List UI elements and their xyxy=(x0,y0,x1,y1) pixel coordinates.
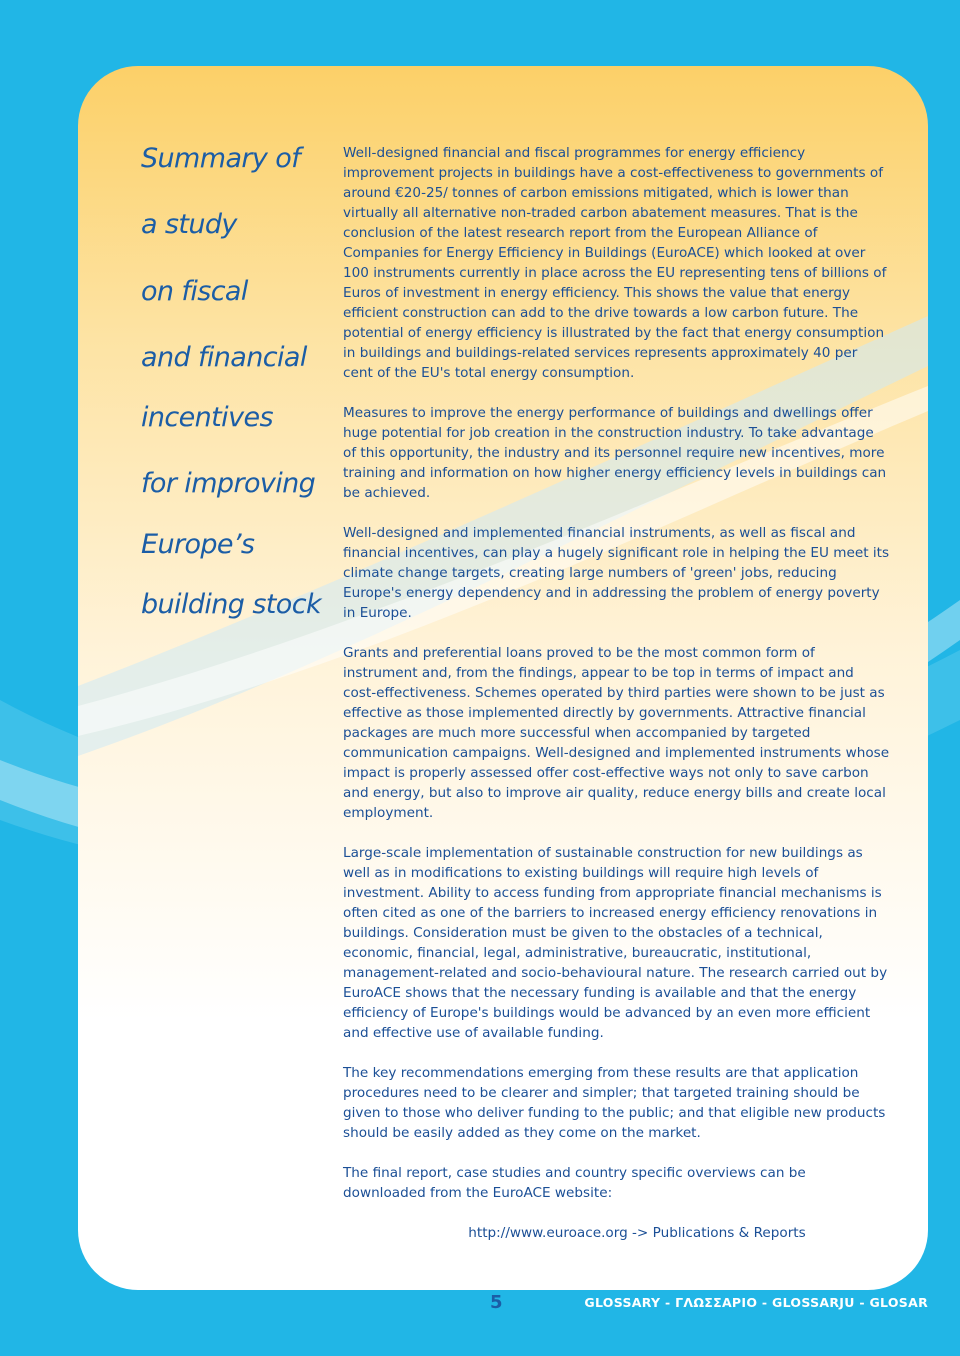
title-line: on fiscal xyxy=(141,276,248,307)
title-line: Summary of xyxy=(141,143,301,174)
paragraph: Large-scale implementation of sustainable construction for new buildings as well as in modifications to existing buildings will require high levels of investment. Ability to access funding from appropriate financial mechanisms is often cited as one of the barriers to increased energy efficiency renovations in buildings. Consideration must be given to the obstacles of a technical, economic, financial, legal, administrative, bureaucratic, institutional, management-related and socio-behavioural nature. The research carried out by EuroACE shows that the necessary funding is available and that the energy efficiency of Europe's buildings would be advanced by an even more efficient and effective use of available funding. xyxy=(343,845,888,1041)
glossary-footer: GLOSSARY - ΓΛΩΣΣΑΡΙΟ - GLOSSARJU - GLOSAR xyxy=(584,1295,928,1310)
title-line: for improving xyxy=(141,468,316,499)
paragraph: Measures to improve the energy performance of buildings and dwellings offer huge potential for job creation in the construction industry. To take advantage of this opportunity, the industry and its personnel require new incentives, more training and information on how higher energy efficiency levels in buildings can be achieved. xyxy=(343,405,887,501)
title-line: a study xyxy=(141,209,237,240)
paragraph: The final report, case studies and country specific overviews can be downloaded from the EuroACE website: xyxy=(343,1165,806,1201)
paragraph: Grants and preferential loans proved to be the most common form of instrument and, from the findings, appear to be top in terms of impact and cost-effectiveness. Schemes operated by third parties were shown to be just as effective as those implemented directly by governments. Attractive financial packages are much more successful when accompanied by targeted communication campaigns. Well-designed and implemented instruments whose impact is properly assessed offer cost-effective ways not only to save carbon and energy, but also to improve air quality, reduce energy bills and create local employment. xyxy=(343,645,890,821)
article-body xyxy=(343,143,891,1263)
paragraph: Well-designed and implemented financial instruments, as well as fiscal and financial incentives, can play a hugely significant role in helping the EU meet its climate change targets, creating large numbers of 'green' jobs, reducing Europe's energy dependency and in addressing the problem of energy poverty in Europe. xyxy=(343,525,890,621)
title-line: Europe’s xyxy=(141,529,255,560)
title-line: incentives xyxy=(141,402,273,433)
euroace-website-link[interactable]: http://www.euroace.org -> Publications & Reports xyxy=(468,1225,806,1241)
paragraph: The key recommendations emerging from these results are that application procedures need to be clearer and simpler; that targeted training should be given to those who deliver funding to the public; and that eligible new products should be easily added as they come on the market. xyxy=(343,1065,886,1141)
title-line: building stock xyxy=(141,589,321,620)
page-number: 5 xyxy=(490,1292,503,1313)
title-line: and financial xyxy=(141,342,307,373)
paragraph: Well-designed financial and fiscal programmes for energy efficiency improvement projects in buildings have a cost-effectiveness to governments of around €20-25/ tonnes of carbon emissions mitigated, which is lower than virtually all alternative non-traded carbon abatement measures. That is the conclusion of the latest research report from the European Alliance of Companies for Energy Efficiency in Buildings (EuroACE) which looked at over 100 instruments currently in place across the EU representing tens of billions of Euros of investment in energy efficiency. This shows the value that energy efficient construction can add to the drive towards a low carbon future. The potential of energy efficiency is illustrated by the fact that energy consumption in buildings and buildings-related services represents approximately 40 per cent of the EU's total energy consumption. xyxy=(343,145,887,381)
